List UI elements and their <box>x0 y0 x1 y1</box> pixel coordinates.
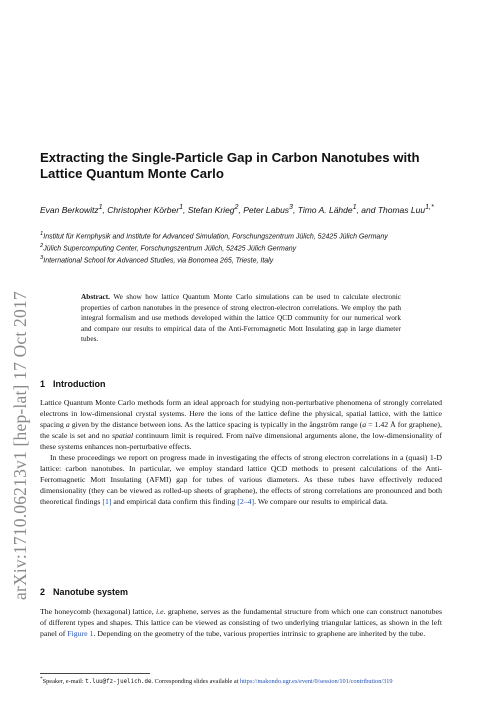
author-name: Stefan Krieg <box>187 204 235 215</box>
text-run: The honeycomb (hexagonal) lattice, <box>40 607 156 616</box>
section-body-introduction <box>40 397 442 507</box>
text-run: . Depending on the geometry of the tube, various properties intrinsic to graphene are inherited by the tube. <box>93 629 426 638</box>
text-run: In these proceedings we report on progress made in investigating the effects of strong electron correlations in a (quasi) 1-D lattice: carbon nanotubes. In particular, we employ standard lattice QCD methods to present calculations of the Anti-Ferromagnetic Mott Insulating (AFMI) gap for tubes of various diameters. As these tubes have effectively reduced dimensionality (they can be viewed as rolled-up sheets of graphene), the effects of strong correlations are pronounced and both theoretical findings <box>40 453 442 506</box>
author-affiliation-mark: 1,* <box>425 203 434 211</box>
text-run: . Corresponding slides available at <box>151 678 241 686</box>
text-run: Speaker, e-mail: <box>42 678 86 686</box>
author-affiliation-mark: 2 <box>234 203 239 211</box>
author-separator: , <box>183 204 188 215</box>
reference-link[interactable]: [1] <box>102 497 112 506</box>
paragraph <box>40 452 442 507</box>
emphasis-text: i.e. <box>155 607 166 616</box>
text-run: and empirical data confirm this finding <box>111 497 238 506</box>
abstract <box>81 292 401 345</box>
author-affiliation-mark: 3 <box>289 203 293 211</box>
author-affiliation-mark: 1 <box>179 203 184 211</box>
emphasis-text: a <box>65 420 70 429</box>
affiliation-mark: 2 <box>40 243 44 250</box>
text-run: continuum limit is required. From naïve dimensional arguments alone, the low-dimensionality of these systems enhances non-perturbative effects. <box>40 431 442 451</box>
affiliation-line <box>40 230 460 242</box>
author-name: Timo A. Lähde <box>297 204 353 215</box>
section-body-nanotube-system <box>40 606 442 639</box>
affiliation-line <box>40 242 460 254</box>
author-affiliation-mark: 1 <box>352 203 357 211</box>
affiliation-list <box>40 230 460 266</box>
reference-link[interactable]: https://makondo.ugr.es/event/0/session/101/contribution/319 <box>240 678 393 686</box>
affiliation-text: Jülich Supercomputing Center, Forschungszentrum Jülich, 52425 Jülich Germany <box>43 245 297 253</box>
affiliation-text: International School for Advanced Studies, via Bonomea 265, Trieste, Italy <box>43 257 274 265</box>
section-number: 2 <box>40 587 46 597</box>
author-name: Evan Berkowitz <box>40 204 99 215</box>
text-run: = 1.42 Å for graphene), the scale is set and no <box>40 420 442 440</box>
affiliation-line <box>40 254 460 266</box>
footnote <box>40 675 460 687</box>
author-name: Christopher Körber <box>107 204 180 215</box>
affiliation-mark: 3 <box>40 255 44 262</box>
section-number: 1 <box>40 379 46 389</box>
email-text: t.luu@fz-juelich.de <box>85 679 152 686</box>
author-name: Peter Labus <box>243 204 290 215</box>
text-run: given by the distance between ions. As the lattice spacing is typically in the ångström range ( <box>69 420 363 429</box>
author-affiliation-mark: 1 <box>98 203 103 211</box>
text-run: . We compare our results to empirical data. <box>254 497 388 506</box>
arxiv-stamp: arXiv:1710.06213v1 [hep-lat] 17 Oct 2017 <box>10 291 30 600</box>
footnote-divider <box>40 673 150 674</box>
abstract-text: We show how lattice Quantum Monte Carlo simulations can be used to calculate electronic properties of carbon nanotubes in the presence of strong electron-electron correlations. We employ the path integral formalism and use methods developed within the lattice QCD community for our numerical work and compare our results to empirical data of the Anti-Ferromagnetic Mott Insulating gap in large diameter tubes. <box>81 292 401 343</box>
section-title-text: Introduction <box>53 379 106 389</box>
author-separator: , <box>102 204 108 215</box>
abstract-label: Abstract. <box>81 292 110 301</box>
affiliation-text: Institut für Kernphysik and Institute for Advanced Simulation, Forschungszentrum Jülich, 52425 Jülich Germany <box>43 233 388 241</box>
author-separator: , and <box>356 204 378 215</box>
author-name: Thomas Luu <box>377 204 426 215</box>
emphasis-text: a <box>362 420 367 429</box>
author-separator: , <box>238 204 244 215</box>
footnote-mark: * <box>40 676 43 682</box>
reference-link[interactable]: [2–4] <box>237 497 255 506</box>
paper-title: Extracting the Single-Particle Gap in Carbon Nanotubes with Lattice Quantum Monte Carlo <box>40 150 420 181</box>
affiliation-mark: 1 <box>40 231 44 237</box>
reference-link[interactable]: Figure 1 <box>67 629 94 638</box>
section-heading-nanotube-system <box>40 587 460 597</box>
section-title-text: Nanotube system <box>53 587 129 597</box>
paragraph <box>40 397 442 452</box>
text-run: Lattice Quantum Monte Carlo methods form an ideal approach for studying non-perturbative phenomena of strongly correlated electrons in low-dimensional crystal systems. Here the ions of the lattice define the physical, spatial lattice, with the lattice spacing <box>40 398 442 429</box>
emphasis-text: spatial <box>111 431 134 440</box>
text-run: graphene, serves as the fundamental structure from which one can construct nanotubes of different types and shapes. This lattice can be viewed as consisting of two underlying triangular lattices, as shown in the left panel of <box>40 607 442 638</box>
author-list <box>40 202 460 216</box>
section-heading-introduction <box>40 379 460 389</box>
author-separator: , <box>292 204 298 215</box>
paragraph <box>40 606 442 639</box>
